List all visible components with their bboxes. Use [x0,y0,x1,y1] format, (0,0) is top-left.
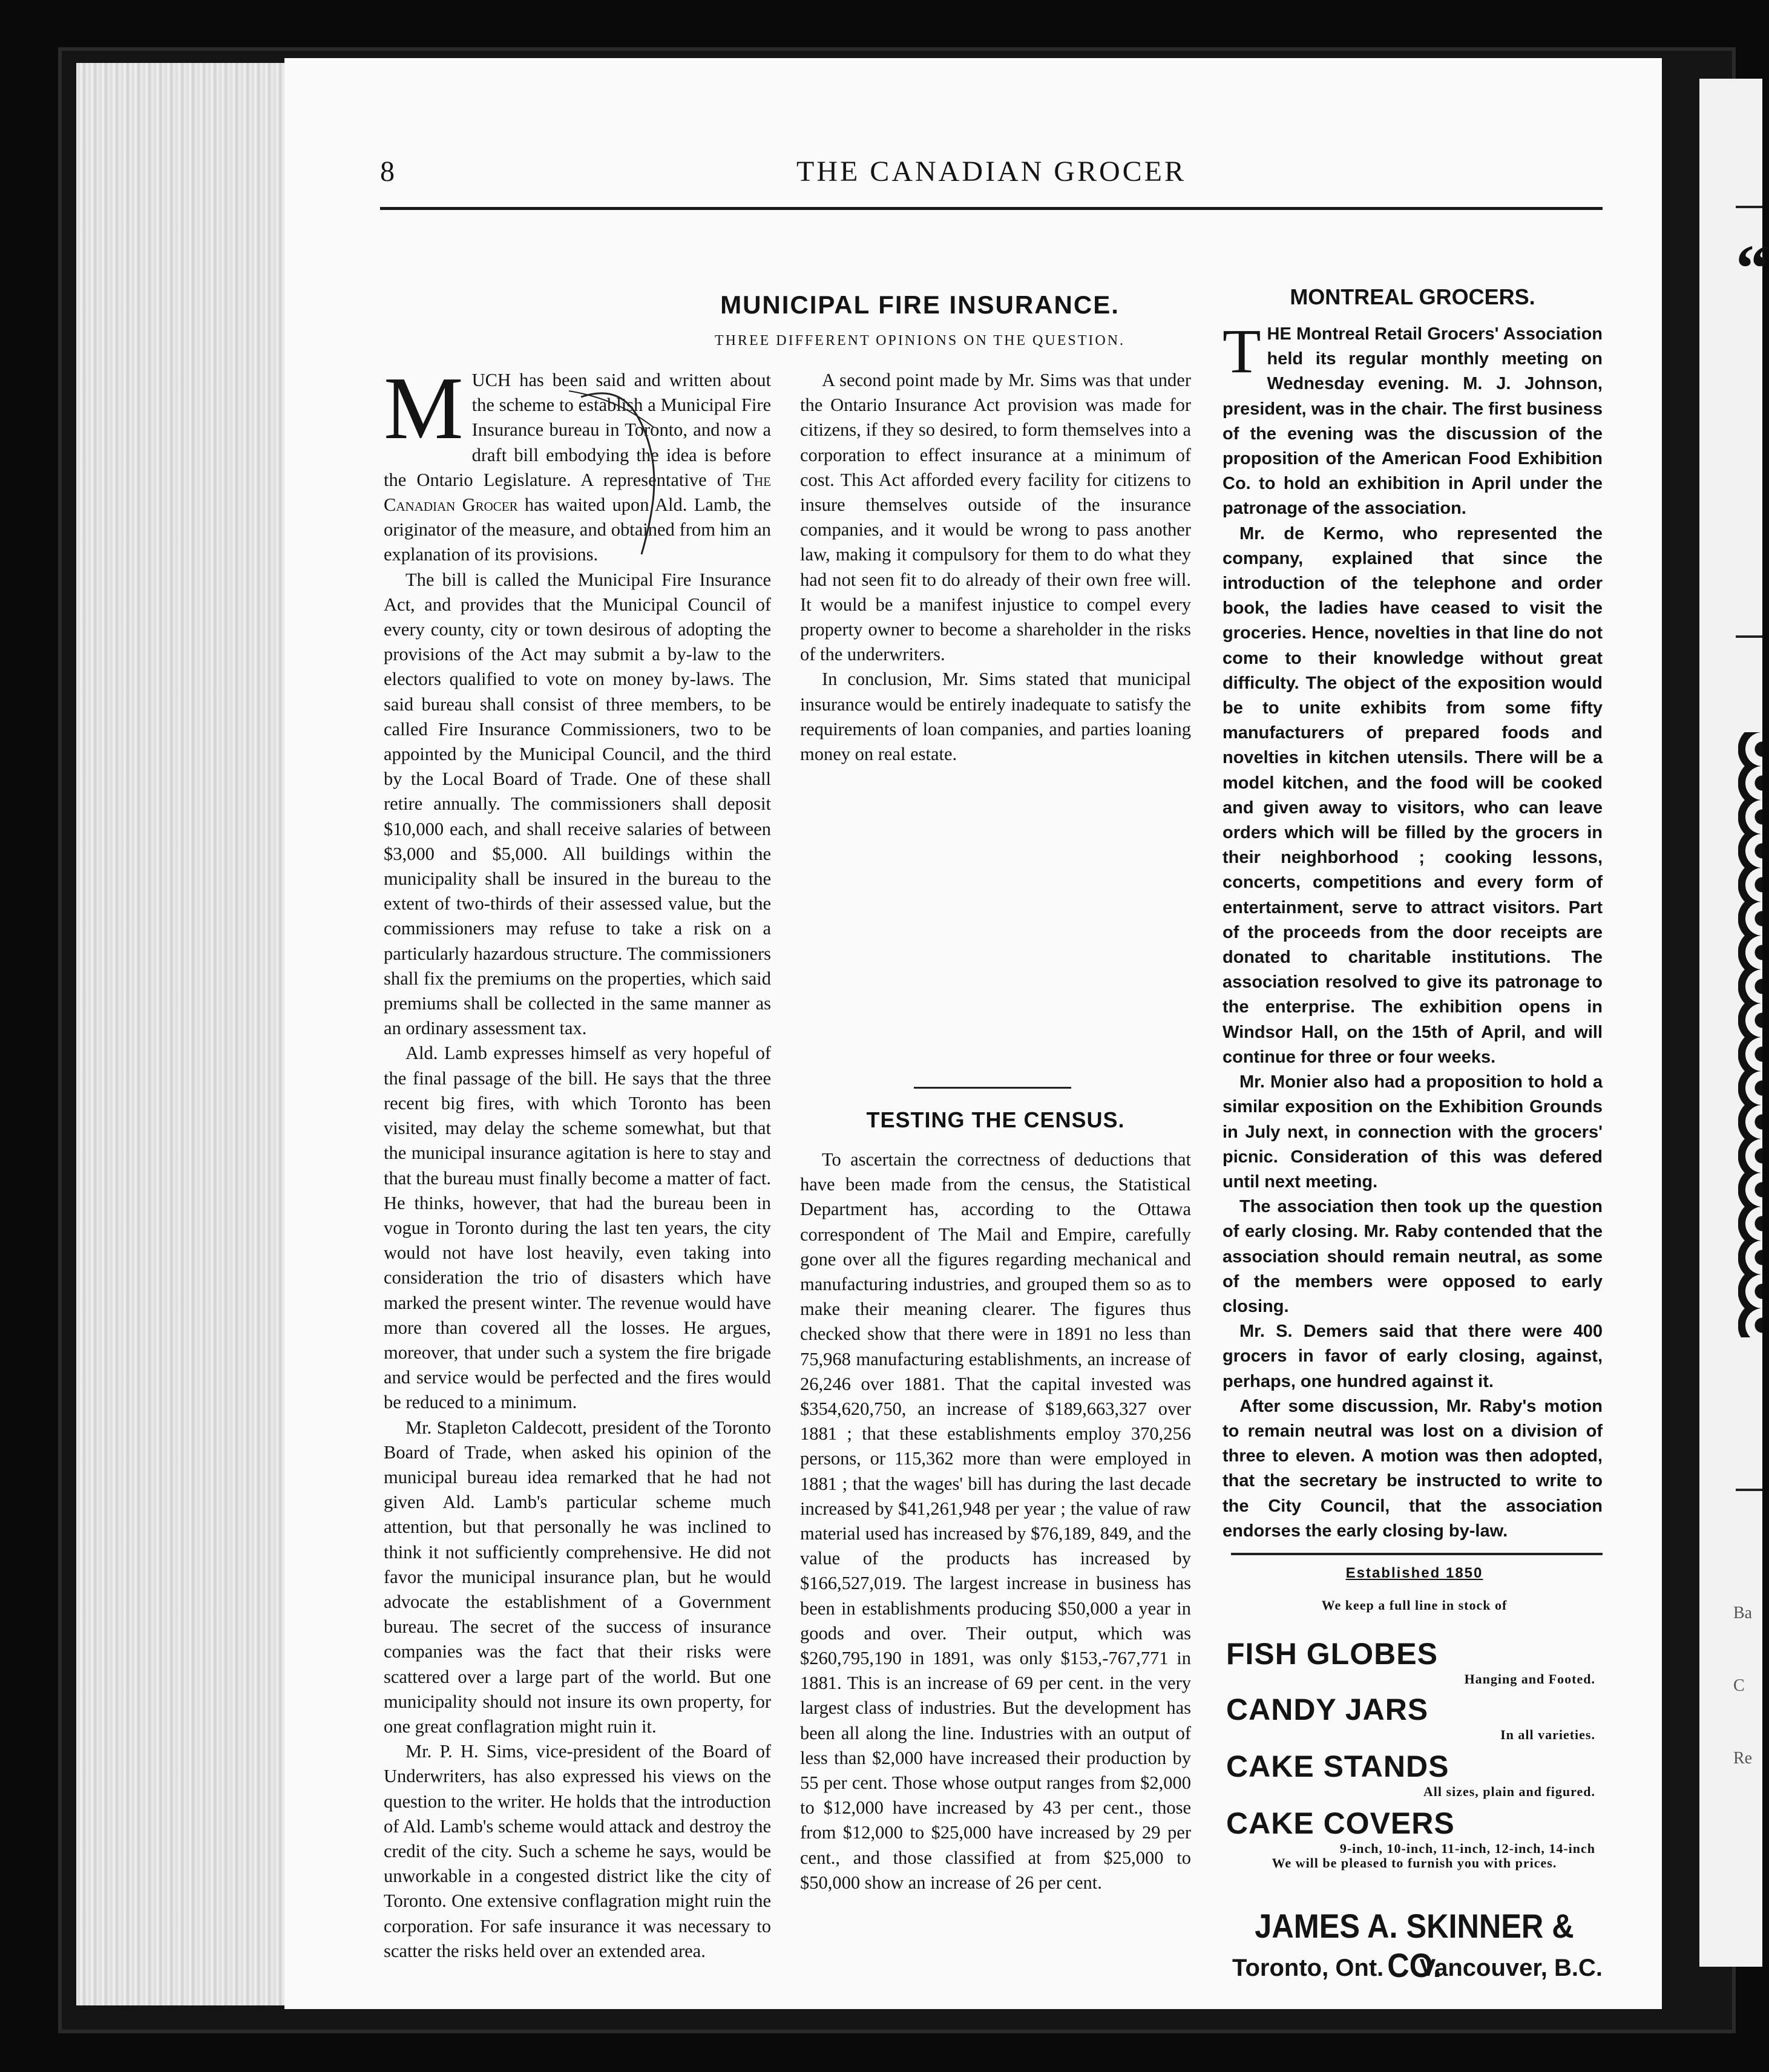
product-detail: All sizes, plain and figured. [1423,1784,1595,1799]
montreal-paragraph-6: After some discussion, Mr. Raby's motion to remain neutral was lost on a division of three to eleven. A motion was then adopted, that the secretary be instructed to write to the City Council, that the association endorses the early closing by-law. [1223,1396,1603,1541]
fire-paragraph-4: Mr. Stapleton Caldecott, president of the Toronto Board of Trade, when asked his opinion of the municipal bureau idea remarked that he had not given Ald. Lamb's particular scheme much attention, but that personally he was inclined to think it not sufficiently comprehensive. He did not favor the municipal insurance plan, but he would advocate the establishment of a Government bureau. The secret of the success of insurance companies was the fact that their risks were scattered over a large part of the world. But one municipality should not insure its own property, for one great conflagration might ruin it. [384,1417,771,1737]
adjacent-rule [1736,635,1762,638]
adjacent-ornament [1738,732,1762,1337]
fire-paragraph-5: Mr. P. H. Sims, vice-president of the Board of Underwriters, has also expressed his views on the question to the writer. He holds that the introduction of Ald. Lamb's scheme would attack and destroy the credit of the city. Such a scheme he says, would be unworkable in a congested district like the city of Toronto. One extensive conflagration might ruin the corporation. For safe insurance it was necessary to scatter the risks held over an extended area. [384,1741,771,1961]
fire-paragraph-2: The bill is called the Municipal Fire Insurance Act, and provides that the Municipal Council of every county, city or town desirous of adopting the provisions of the Act may submit a by-law to the electors qualified to vote on money by-laws. The said bureau shall consist of three members, to be called Fire Insurance Commissioners, two to be appointed by the Municipal Council, and the third by the Local Board of Trade. One of these shall retire annually. The commissioners shall deposit $10,000 each, and shall receive salaries of between $3,000 and $5,000. All buildings within the municipality shall be insured in the bureau to the extent of two-thirds of their assessed value, but the commissioners may refuse to take a risk on a particularly hazardous structure. The commissioners shall fix the premiums on the properties, which said premiums shall be collected in the same manner as an ordinary assessment tax. [384,569,771,1039]
ad-note: We will be pleased to furnish you with prices. [1272,1855,1557,1870]
drop-cap: T [1223,316,1261,386]
firm-name: JAMES A. SKINNER & CO. [1255,1907,1574,1984]
product-detail: 9-inch, 10-inch, 11-inch, 12-inch, 14-inch [1339,1841,1595,1856]
product-name: FISH GLOBES [1226,1637,1438,1671]
adjacent-text-fragment: Ba [1733,1604,1753,1622]
publication-reference: The Canadian Grocer [384,469,771,516]
skinner-advertisement [1226,1553,1603,1988]
header-rule [380,207,1603,210]
census-column [800,1147,1191,1895]
fire-paragraph-1: MUCH has been said and written about the scheme to establish a Municipal Fire Insurance bureau in Toronto, and now a draft bill embodying the idea is before the Ontario Legislature. A representative of The Canadian Grocer has waited upon Ald. Lamb, the originator of the measure, and obtained from him an explanation of its provisions. [384,359,771,565]
adjacent-quote-mark: “ [1736,231,1769,305]
montreal-article-title: MONTREAL GROCERS. [1290,284,1535,309]
census-article-title: TESTING THE CENSUS. [866,1107,1125,1132]
fire-article-subtitle: THREE DIFFERENT OPINIONS ON THE QUESTION. [714,333,1126,349]
column-3 [1223,316,1603,1544]
fire-paragraph-6: A second point made by Mr. Sims was that under the Ontario Insurance Act provision was made for citizens, if they so desired, to form themselves into a corporation to effect insurance at a minimum of cost. This Act afforded every facility for citizens to insure themselves outside of the insurance companies, and it would be wrong to pass another law, making it compulsory for them to do what they had not seen fit to do already of their own free will. It would be a manifest injustice to compel every property owner to become a shareholder in the risks of the underwriters. [800,370,1191,665]
page-header [380,155,1603,197]
adjacent-text-fragment: Re [1733,1749,1753,1768]
drop-cap: M [384,359,464,458]
montreal-paragraph-1: THE Montreal Retail Grocers' Association held its regular monthly meeting on Wednesday evening. M. J. Johnson, president, was in the chair. The first business of the evening was the discussion of the proposition of the American Food Exhibition Co. to hold an exhibition in April under the patronage of the association. [1223,316,1603,519]
product-detail: Hanging and Footed. [1464,1671,1595,1687]
product-detail: In all varieties. [1500,1727,1595,1742]
established-line: Established 1850 [1345,1565,1483,1581]
ad-intro: We keep a full line in stock of [1321,1598,1508,1613]
publication-title: THE CANADIAN GROCER [796,156,1186,188]
pencil-annotation-icon [569,373,763,627]
product-name: CAKE COVERS [1226,1806,1455,1840]
page-number: 8 [380,156,395,188]
fire-paragraph-7: In conclusion, Mr. Sims stated that municipal insurance would be entirely inadequate to satisfy the requirements of loan companies, and parties loaning money on real estate. [800,669,1191,765]
product-name: CANDY JARS [1226,1693,1429,1726]
fire-article-title: MUNICIPAL FIRE INSURANCE. [720,290,1120,319]
adjacent-text-fragment: C [1733,1676,1745,1695]
stacked-page-edges [76,63,294,2005]
product-name: CAKE STANDS [1226,1749,1449,1783]
montreal-paragraph-2: Mr. de Kermo, who represented the company, explained that since the introduction of the telephone and order book, the ladies have ceased to visit the groceries. Hence, novelties in that line do not come to their knowledge without great difficulty. The object of the exposition would be to unite exhibits from some fifty manufacturers of prepared foods and novelties in kitchen utensils. There will be a model kitchen, and the food will be cooked and given away to visitors, who can leave orders which will be filled by the grocers in their neighborhood ; cooking lessons, concerts, competitions and every form of entertainment, serve to attract visitors. Part of the proceeds from the door receipts are donated to charitable institutions. The association resolved to give its patronage to the enterprise. The exhibition opens in Windsor Hall, on the 15th of April, and will continue for three or four weeks. [1223,523,1603,1067]
fire-paragraph-3: Ald. Lamb expresses himself as very hopeful of the final passage of the bill. He says that the three recent big fires, with which Toronto has been visited, may delay the scheme somewhat, but that the municipal insurance agitation is here to stay and that the bureau must finally become a matter of fact. He thinks, however, that had the bureau been in vogue in Toronto during the last ten years, the city would not have lost heavily, even taking into consideration the trio of disasters which have marked the present winter. The revenue would have more than covered all the losses. He argues, moreover, that under such a system the fire brigade and service would be perfected and the fires would be reduced to a minimum. [384,1043,771,1413]
montreal-paragraph-5: Mr. S. Demers said that there were 400 grocers in favor of early closing, against, perhaps, one hundred against it. [1223,1322,1603,1391]
census-paragraph-1: To ascertain the correctness of deductions that have been made from the census, the Statistical Department has, according to the Ottawa correspondent of The Mail and Empire, carefully gone over all the figures regarding mechanical and manufacturing industries, and grouped them so as to make their meaning clearer. The figures thus checked show that there were in 1891 no less than 75,968 manufacturing establishments, an increase of 26,246 over 1881. That the capital invested was $354,620,750, an increase of $189,663,327 over 1881 ; that these establishments employ 370,256 persons, or 115,362 more than were employed in 1881 ; that the wages' bill has during the last decade increased by $41,261,948 per year ; the value of raw material used has increased by $76,189, 849, and the value of the products has increased by $166,527,019. The largest increase in business has been in establishments producing $50,000 a year in goods and over. Their output, which was $260,795,190 in 1891, was only $153,-767,771 in 1881. This is an increase of 69 per cent. in the very largest class of industries. But the development has been all along the line. Industries with an output of less than $2,000 have increased their production by 55 per cent. Those whose output ranges from $2,000 to $12,000 have increased by 43 per cent., those from $12,000 to $25,000 have increased by 29 per cent., and those classified at from $25,000 to $50,000 show an increase of 26 per cent. [800,1149,1191,1893]
firm-location-vancouver: Vancouver, B.C. [1419,1955,1603,1981]
adjacent-rule [1736,206,1762,208]
magazine-page [284,58,1662,2009]
article-divider [914,1087,1071,1089]
adjacent-rule [1736,1489,1762,1491]
adjacent-page-edge [1699,79,1769,1967]
montreal-paragraph-4: The association then took up the question of early closing. Mr. Raby contended that the association should remain neutral, as some of the members were opposed to early closing. [1223,1197,1603,1316]
montreal-paragraph-3: Mr. Monier also had a proposition to hold a similar exposition on the Exhibition Grounds in July next, in connection with the grocers' picnic. Consideration of this was defered until next meeting. [1223,1072,1603,1192]
firm-location-toronto: Toronto, Ont. [1232,1955,1384,1981]
column-2 [800,368,1191,767]
